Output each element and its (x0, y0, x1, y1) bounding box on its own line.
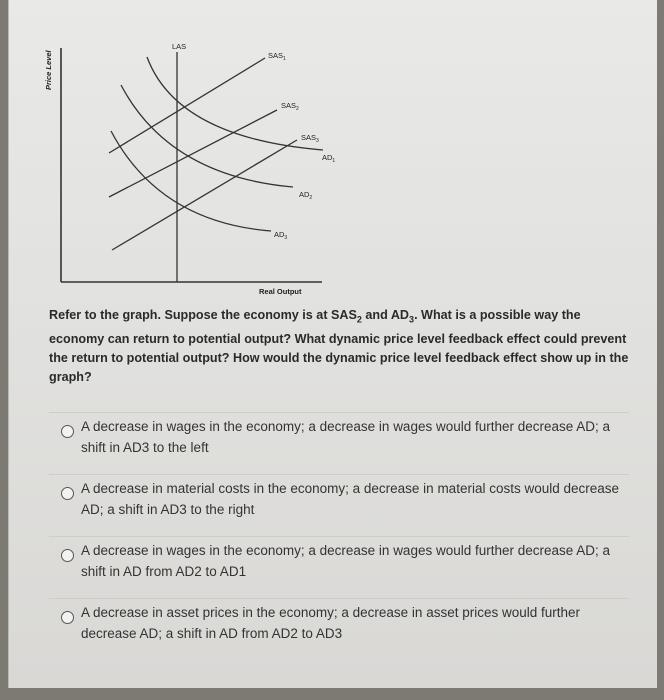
ad3-curve (111, 131, 271, 231)
question-card (8, 0, 657, 688)
ad3-label: $AD_3$ (274, 230, 288, 241)
question-text: Refer to the graph. Suppose the economy is at $SAS_2$ and $AD_3$. What is a possible way the economy can return to potential output? What dynamic price level feedback effect could prevent the return to potential output? How would the dynamic price level feedback effect show up in the graph? (49, 308, 629, 384)
x-axis-label: Real Output (259, 287, 302, 296)
answer-option-label: A decrease in asset prices in the economy; a decrease in asset prices would further decrease AD; a shift in AD from AD2 to AD3 (81, 605, 581, 641)
ad2-label: $AD_2$ (299, 190, 313, 201)
sas1-label: $SAS_1$ (268, 51, 286, 62)
radio-button[interactable] (61, 425, 74, 438)
las-label: LAS (172, 42, 187, 51)
answer-option-2[interactable] (49, 474, 629, 537)
sas2-line (109, 110, 277, 197)
answer-option-label: A decrease in wages in the economy; a decrease in wages would further decrease AD; a shift in AD3 to the left (81, 419, 611, 455)
ad1-curve (147, 57, 323, 150)
radio-button[interactable] (61, 549, 74, 562)
ad2-curve (121, 85, 293, 187)
answer-option-3[interactable] (49, 536, 629, 599)
answer-option-label: A decrease in material costs in the economy; a decrease in material costs would decrease AD; a shift in AD3 to the right (81, 481, 620, 517)
radio-button[interactable] (61, 611, 74, 624)
ad-as-graph (9, 0, 657, 300)
y-axis-label: Price Level (44, 50, 53, 90)
sas3-label: $SAS_3$ (301, 133, 319, 144)
sas2-label: $SAS_2$ (281, 101, 299, 112)
answer-option-label: A decrease in wages in the economy; a decrease in wages would further decrease AD; a shift in AD from AD2 to AD1 (81, 543, 611, 579)
ad1-label: $AD_1$ (322, 153, 336, 164)
answer-option-4[interactable] (49, 598, 629, 661)
sas3-line (112, 140, 297, 250)
answer-option-1[interactable] (49, 412, 629, 475)
sas1-line (109, 58, 265, 153)
radio-button[interactable] (61, 487, 74, 500)
